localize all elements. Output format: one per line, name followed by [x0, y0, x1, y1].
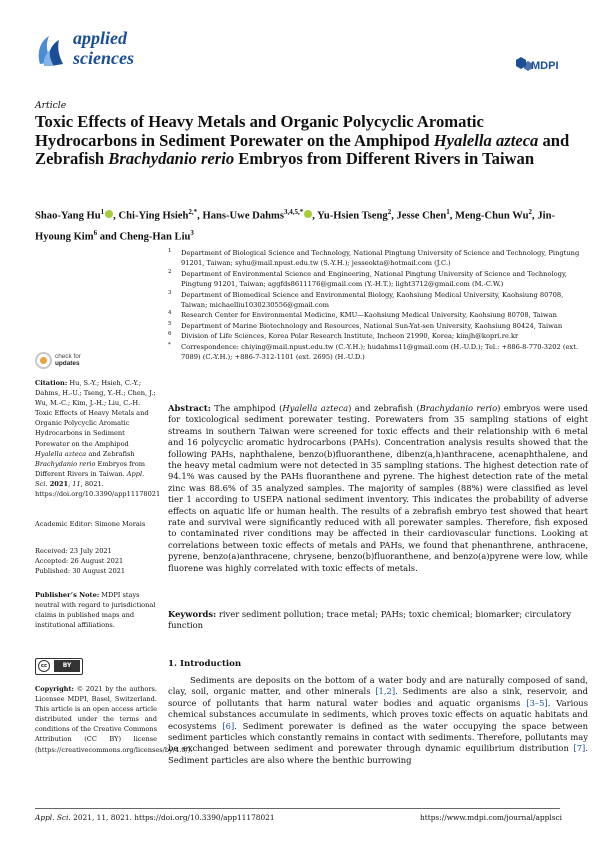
intro-text: . Sediment particles are also where the benthic burrowing [168, 743, 588, 765]
footer-journal-url[interactable]: https://www.mdpi.com/journal/applsci [420, 813, 562, 822]
footer-divider [35, 808, 560, 809]
author-affiliation-sup: 2 [387, 208, 392, 216]
citation-label: Citation: [35, 379, 68, 387]
orcid-icon[interactable] [105, 210, 113, 218]
affiliation-item [168, 331, 588, 341]
title-species-2: Brachydanio rerio [108, 149, 235, 169]
affiliation-marker: 2 [168, 268, 172, 275]
copyright-text: © 2021 by the authors. Licensee MDPI, Basel, Switzerland. This article is an open access article distributed under the terms and conditions of the Creative Commons Attribution (CC BY) license (https://creativecommons.org/licenses/by/4.0/). [35, 685, 193, 754]
journal-logo [35, 28, 147, 80]
author-name[interactable]: Chi-Ying Hsieh [118, 210, 189, 222]
citation-volume: , 11 [68, 479, 81, 488]
intro-text: Sediments are deposits on the bottom of a water body and are naturally composed of sand, clay, soil, organic matter, and other minerals [168, 675, 588, 697]
affiliation-text: Research Center for Environmental Medicine, KMU—Kaohsiung Medical University, Kaohsiung 80708, Taiwan [181, 311, 557, 320]
citation-journal: Appl. Sci. [35, 469, 145, 488]
affiliation-item [168, 321, 588, 331]
author-separator: , [391, 210, 397, 222]
affiliation-marker: 3 [168, 289, 172, 296]
abstract-text: The amphipod ( [210, 403, 283, 413]
abstract [168, 403, 588, 574]
article-type: Article [35, 100, 67, 111]
citation-species-1: Hyalella azteca [35, 449, 87, 458]
footer-doi[interactable]: 2021, 11, 8021. https://doi.org/10.3390/app11178021 [70, 813, 275, 822]
by-icon: BY [54, 660, 80, 672]
author-name[interactable]: Shao-Yang Hu [35, 210, 101, 222]
keywords-text: river sediment pollution; trace metal; PAHs; toxic chemical; biomarker; circulatory function [168, 609, 572, 631]
affiliations [168, 248, 588, 362]
author-name[interactable]: Cheng-Han Liu [119, 231, 191, 243]
affiliation-marker: 5 [168, 320, 172, 327]
accepted-date: Accepted: 26 August 2021 [35, 557, 124, 566]
author-affiliation-sup: 1 [100, 208, 105, 216]
publisher-name: MDPI [531, 60, 559, 72]
publisher-note [35, 590, 157, 630]
author-affiliation-sup: 6 [93, 228, 98, 237]
author-affiliation-sup: 2,* [188, 208, 198, 216]
author-list [35, 204, 565, 245]
copyright-label: Copyright: [35, 685, 74, 693]
abstract-label: Abstract: [168, 403, 211, 413]
published-date: Published: 30 August 2021 [35, 567, 126, 576]
affiliation-text: Division of Life Sciences, Korea Polar Research Institute, Incheon 21990, Korea; kimjh@kopri.re.kr [181, 332, 519, 341]
footer-citation [35, 813, 275, 822]
author-separator: , [113, 210, 119, 222]
author-affiliation-sup: 2 [528, 208, 533, 216]
citation-doi-link[interactable]: , 8021. https://doi.org/10.3390/app11178021 [35, 479, 161, 499]
affiliation-text: Department of Marine Biotechnology and Resources, National Sun-Yat-sen University, Kaohsiung 80424, Taiwan [181, 321, 563, 330]
intro-text: . Sediment porewater is defined as the water occupying the space between sediment particles which constantly remains in contact with sediments. Therefore, pollutants may be exchanged between sediment and porewater through dynamic equilibrium distribution [168, 720, 588, 754]
citation-link[interactable]: [1,2] [375, 686, 396, 697]
author-separator: , [532, 210, 538, 222]
author-separator: , [312, 210, 318, 222]
author-name[interactable]: Meng-Chun Wu [455, 210, 529, 222]
affiliation-item [168, 310, 588, 320]
introduction-paragraph [168, 675, 588, 766]
abstract-text-3: ) embryos were used for toxicological sediment porewater testing. Porewaters from 35 sampling stations of eight streams in southern Taiwan were screened for toxic effects and their relationship with 6 metal and 16 polycyclic aromatic hydrocarbons (PAHs). Concentration analysis results showed that the following PAHs, naphthalene, benzo(b)fluoranthene, dibenz(a,h)anthracene, acenaphthalene, and the heavy metal cadmium were not detected in 35 sampling stations. The highest detection rate of 94.1% was caused by the PAHs fluoranthene and pyrene. The highest detection rate of the metal zinc was 88.6% of 35 analyzed samples. The majority of samples (88%) were classified as level tier 1 according to USEPA national sediment inventory. This indicates the probability of adverse effects on aquatic life or human health. The results of a zebrafish embryo test showed that heart rate and survival were significantly reduced with all porewater samples. Therefore, fish exposed to contaminated river conditions may be affected in their cardiovascular functions. Looking at correlations between toxic effects of metals and PAHs, we found that phenanthrene, anthracene, pyrene, benzo(a)anthracene, chrysene, benzo(b)fluoranthene, and benzo(a)pyrene were low, while fluorene was highly correlated with toxic effects of metals. [168, 403, 588, 573]
applied-sciences-logo-icon [35, 32, 65, 68]
citation-link[interactable]: [7] [573, 743, 586, 754]
check-line1: check for [55, 353, 81, 360]
title-species-1: Hyalella azteca [433, 130, 539, 150]
affiliation-marker: * [168, 341, 171, 348]
citation-link[interactable]: [3–5] [526, 697, 548, 708]
author-name[interactable]: Jesse Chen [396, 210, 447, 222]
author-name[interactable]: Hans-Uwe Dahms [202, 210, 284, 222]
intro-text: . Various chemical substances accumulate in sediments, which proves toxic effects on aquatic habitats and ecosystems [168, 697, 588, 731]
affiliation-text: Department of Environmental Science and Engineering, National Pingtung University of Science and Technology, Pingtung 91201, Taiwan; aggfds8611176@gmail.com (Y.-H.T.); light3712@gmail.com (M.-C.W.) [181, 269, 567, 289]
abstract-species-2: Brachydanio rerio [419, 403, 498, 413]
author-affiliation-sup: 3 [190, 228, 194, 237]
author-name[interactable]: Jin-Hyoung Kim [35, 210, 555, 243]
keywords [168, 609, 588, 632]
affiliation-item [168, 269, 588, 290]
section-title-introduction: 1. Introduction [168, 659, 242, 669]
citation-year: 2021 [47, 479, 69, 488]
author-affiliation-sup: 1 [446, 208, 450, 216]
citation-link[interactable]: [6] [222, 720, 235, 731]
copyright-block [35, 684, 193, 755]
received-date: Received: 23 July 2021 [35, 547, 112, 555]
check-updates-icon [35, 352, 52, 369]
affiliation-marker: 1 [168, 248, 172, 254]
abstract-species-1: Hyalella azteca [282, 403, 349, 413]
affiliation-marker: 6 [168, 331, 172, 338]
affiliation-text: Correspondence: chiying@mail.npust.edu.tw (C.-Y.H.); hudahms11@gmail.com (H.-U.D.); Tel.: +886-8-770-3202 (ext. 7089) (C.-Y.H.); +886-7-312-1101 (ext. 2695) (H.-U.D.) [181, 342, 579, 362]
dates-block [35, 546, 157, 576]
publisher-note-text: MDPI stays neutral with regard to jurisdictional claims in published maps and institutional affiliations. [35, 591, 156, 630]
citation-text: Hu, S.-Y.; Hsieh, C.-Y.; Dahms, H.-U.; Tseng, Y.-H.; Chen, J.; Wu, M.-C.; Kim, J.-H.; Liu, C.-H. Toxic Effects of Heavy Metals and Organic Polycyclic Aromatic Hydrocarbons in Sediment Porewater on the Amphipod [35, 379, 156, 448]
check-line2: updates [55, 360, 80, 367]
affiliation-item [168, 290, 588, 311]
author-affiliation-sup: 3,4,5,* [283, 208, 304, 216]
author-separator: , [449, 210, 456, 222]
publisher-logo [516, 56, 560, 78]
cc-by-license-badge[interactable] [35, 658, 83, 675]
citation-block [35, 378, 161, 499]
title-text-2: and Zebrafish [35, 130, 570, 169]
keywords-label: Keywords: [168, 609, 217, 619]
journal-name-line1: applied [73, 28, 127, 48]
intro-text: . Sediments are also a sink, reservoir, and source of pollutants that harm natural water bodies and aquatic organisms [168, 686, 588, 708]
citation-text-2: and Zebrafish [86, 449, 135, 458]
citation-text-3: Embryos from Different Rivers in Taiwan. [35, 459, 145, 478]
author-name[interactable]: Yu-Hsien Tseng [317, 210, 388, 222]
author-separator: , [197, 210, 203, 222]
academic-editor: Academic Editor: Simone Morais [35, 520, 146, 528]
affiliation-marker: 4 [168, 310, 172, 317]
title-text-3: Embryos from Different Rivers in Taiwan [234, 149, 535, 169]
check-for-updates-badge[interactable] [35, 352, 105, 372]
affiliation-item [168, 248, 588, 269]
cc-icon: cc [38, 660, 50, 672]
citation-species-2: Brachydanio rerio [35, 459, 96, 468]
affiliation-text: Department of Biomedical Science and Environmental Biology, Kaohsiung Medical University, Kaohsiung 80708, Taiwan; michaelliu1030230556@gmail.com [181, 290, 564, 310]
affiliation-item [168, 342, 588, 363]
title-text: Toxic Effects of Heavy Metals and Organic Polycyclic Aromatic Hydrocarbons in Sediment Porewater on the Amphipod [35, 112, 484, 150]
author-separator: and [97, 231, 120, 243]
abstract-text-2: ) and zebrafish ( [348, 403, 420, 413]
journal-name-line2: sciences [73, 48, 134, 68]
publisher-note-label: Publisher’s Note: [35, 591, 100, 599]
article-title [35, 113, 575, 169]
affiliation-text: Department of Biological Science and Technology, National Pingtung University of Science and Technology, Pingtung 91201, Taiwan; syhu@mail.npust.edu.tw (S.-Y.H.); jesseokta@hotmail.com (J.C.) [181, 249, 580, 268]
footer-journal: Appl. Sci. [35, 813, 71, 822]
